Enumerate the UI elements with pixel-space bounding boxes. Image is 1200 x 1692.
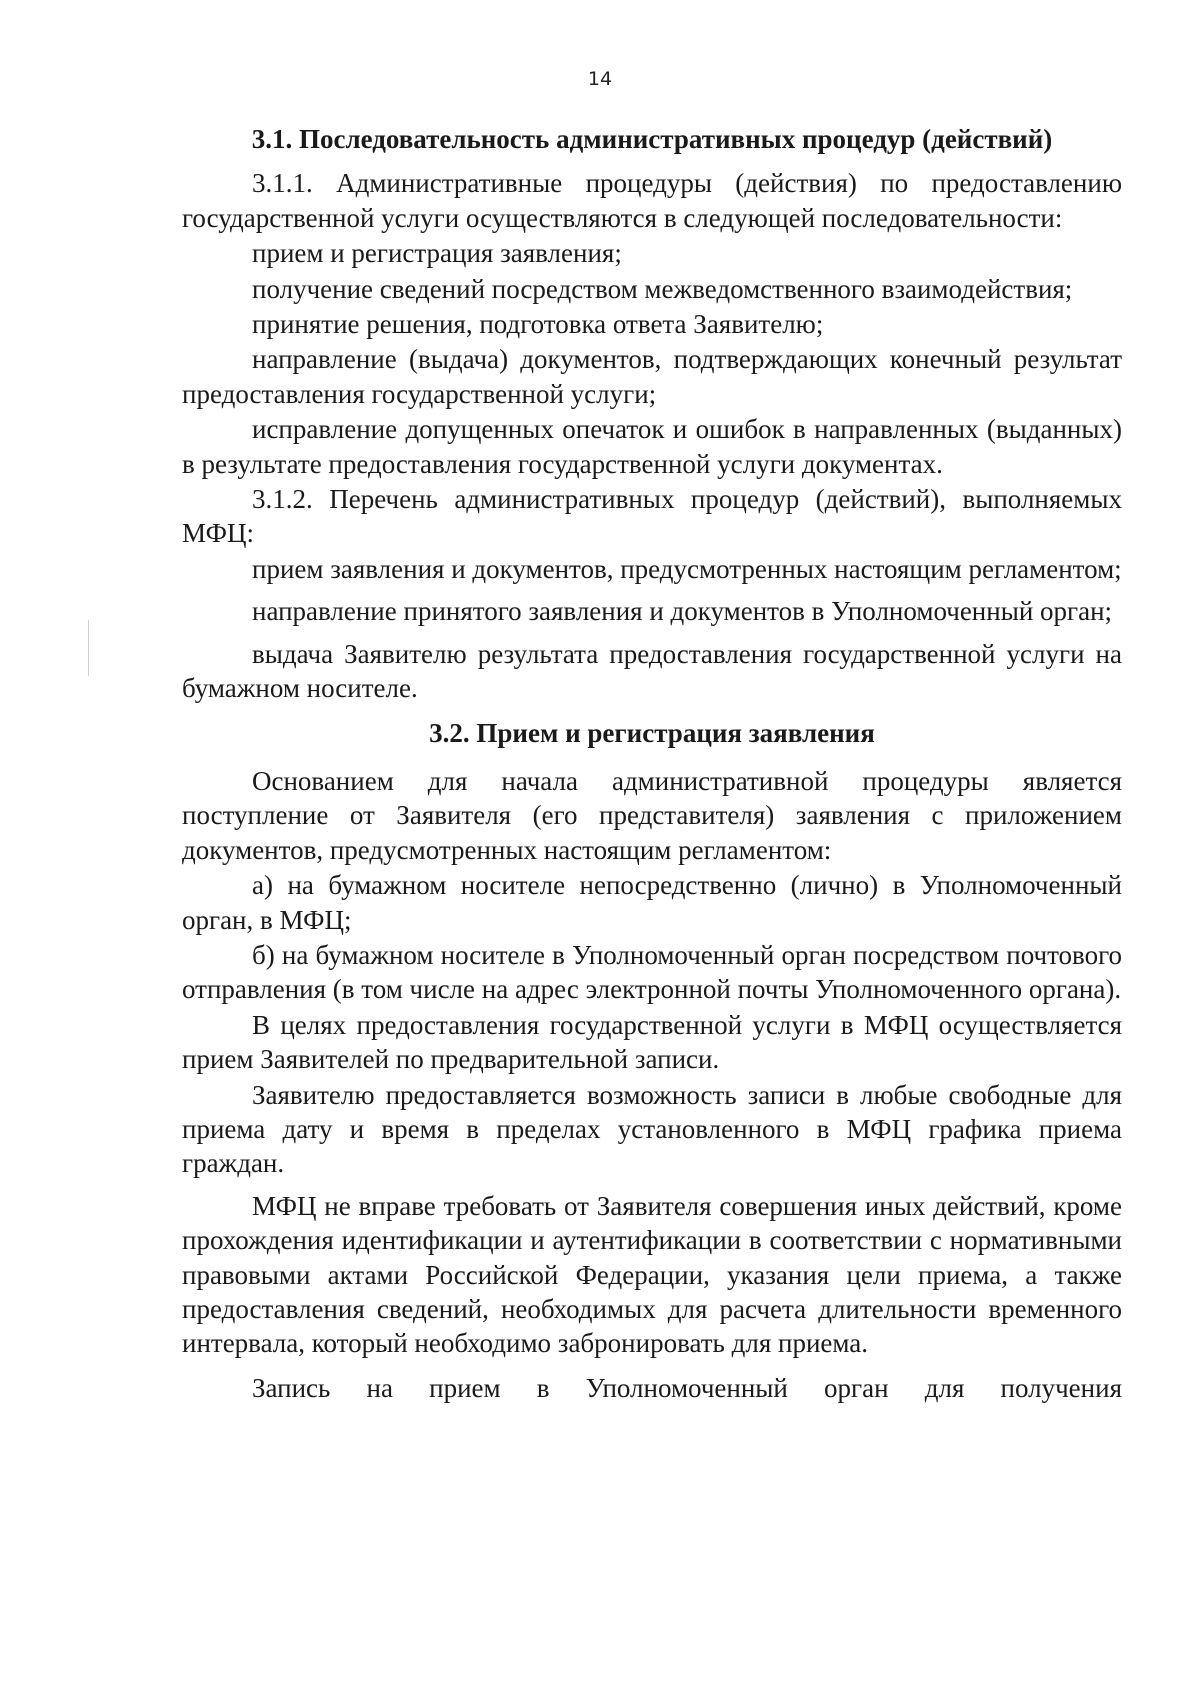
scan-margin-mark — [88, 620, 89, 676]
paragraph: В целях предоставления государственной услуги в МФЦ осуществляется прием Заявителей по предварительной записи. — [182, 1009, 1122, 1075]
list-item: прием заявления и документов, предусмотренных настоящим регламентом; — [252, 553, 1122, 584]
section-heading-3-2: 3.2. Прием и регистрация заявления — [429, 717, 875, 748]
page-number: 14 — [587, 68, 613, 90]
paragraph: Запись на прием в Уполномоченный орган для получения — [252, 1372, 1122, 1403]
document-body — [182, 122, 1122, 1406]
paragraph: Заявителю предоставляется возможность записи в любые свободные для приема дату и время в пределах установленного в МФЦ графика приема граждан. — [182, 1079, 1122, 1179]
section-heading-3-1: 3.1. Последовательность административных процедур (действий) — [251, 124, 1053, 154]
paragraph-3-1-1: 3.1.1. Административные процедуры (действия) по предоставлению государственной услуги осуществляются в следующей последовательности: — [182, 168, 1122, 233]
list-item: направление (выдача) документов, подтверждающих конечный результат предоставления государственной услуги; — [182, 344, 1122, 409]
list-item: прием и регистрация заявления; — [252, 238, 622, 269]
paragraph: Основанием для начала административной процедуры является поступление от Заявителя (его представителя) заявления с приложением документов, предусмотренных настоящим регламентом: — [182, 765, 1122, 865]
list-item: выдача Заявителю результата предоставления государственной услуги на бумажном носителе. — [182, 638, 1122, 704]
list-item: получение сведений посредством межведомственного взаимодействия; — [252, 273, 1073, 304]
paragraph-3-1-2: 3.1.2. Перечень административных процедур (действий), выполняемых МФЦ: — [182, 484, 1122, 549]
paragraph: МФЦ не вправе требовать от Заявителя совершения иных действий, кроме прохождения идентификации и аутентификации в соответствии с нормативными правовыми актами Российской Федерации, указания цели приема, а также предоставления сведений, необходимых для расчета длительности временного интервала, который необходимо забронировать для приема. — [182, 1190, 1122, 1359]
list-item: исправление допущенных опечаток и ошибок в направленных (выданных) в результате предоставления государственной услуги документах. — [182, 414, 1122, 479]
list-item: направление принятого заявления и документов в Уполномоченный орган; — [252, 596, 1113, 627]
list-item: принятие решения, подготовка ответа Заявителю; — [252, 309, 824, 340]
list-item: а) на бумажном носителе непосредственно (лично) в Уполномоченный орган, в МФЦ; — [182, 870, 1122, 935]
list-item: б) на бумажном носителе в Уполномоченный орган посредством почтового отправления (в том числе на адрес электронной почты Уполномоченного органа). — [182, 939, 1122, 1005]
